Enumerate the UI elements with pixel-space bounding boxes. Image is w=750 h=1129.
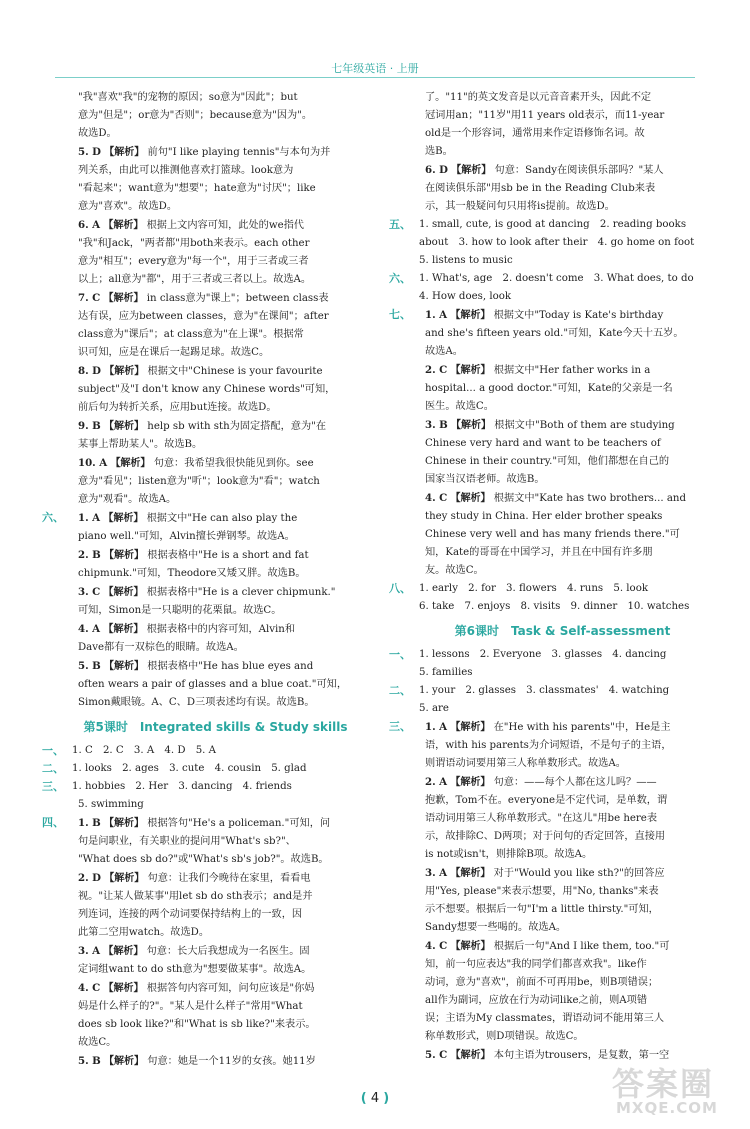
answer-line bbox=[58, 565, 373, 583]
answer-line bbox=[405, 828, 720, 846]
answer-line bbox=[405, 883, 720, 901]
answer-text: 根据文中"Kate has two brothers... and bbox=[493, 493, 686, 504]
answer-line bbox=[405, 343, 720, 361]
analysis-tag: 【解析】 bbox=[450, 941, 491, 952]
answer-line bbox=[389, 718, 720, 737]
answer-text: 列关系，由此可以推测他喜欢打篮球。look意为 bbox=[78, 165, 294, 176]
answer-line bbox=[58, 602, 373, 620]
answer-text: 故选A。 bbox=[425, 346, 463, 357]
question-number: 1. B bbox=[78, 817, 101, 829]
question-number: 1. A bbox=[425, 309, 448, 321]
answer-text: 根据文中"Both of them are studying bbox=[494, 420, 675, 431]
answer-text: 句意：她是一个11岁的女孩。她11岁 bbox=[147, 1056, 316, 1067]
answer-text: 句意：Sandy在阅读俱乐部吗？"某人 bbox=[494, 165, 664, 176]
answer-text: 根据上文内容可知，此处的we指代 bbox=[146, 220, 304, 231]
answer-text: 意为"观看"。故选A。 bbox=[78, 494, 177, 505]
question-number: 5. C bbox=[425, 1049, 448, 1061]
answer-text: 则谓语动词要用第三人称单数形式。故选A。 bbox=[425, 758, 626, 769]
answer-line bbox=[58, 942, 373, 961]
answer-text: hospital... a good doctor."可知，Kate的父亲是一名 bbox=[425, 383, 673, 394]
lesson-title: 第6课时 Task & Self-assessment bbox=[454, 624, 671, 638]
answer-text: 5. families bbox=[419, 667, 473, 678]
analysis-tag: 【解析】 bbox=[104, 421, 145, 432]
answer-text: 列连词，连接的两个动词要保持结构上的一致，因 bbox=[78, 909, 303, 920]
answer-line bbox=[389, 270, 720, 288]
answer-line bbox=[58, 381, 373, 399]
answer-line bbox=[58, 436, 373, 454]
analysis-tag: 【解析】 bbox=[104, 661, 145, 672]
answer-text: is not或isn't，则排除B项。故选A。 bbox=[425, 849, 593, 860]
section-marker: 四、 bbox=[42, 816, 64, 829]
answer-text: 了。"11"的英文发音是以元音音素开头，因此不定 bbox=[425, 92, 652, 103]
section-marker: 三、 bbox=[42, 780, 64, 793]
answer-line bbox=[405, 435, 720, 453]
answer-text: 1. hobbies 2. Her 3. dancing 4. friends bbox=[72, 781, 292, 792]
answer-text: 误；主语为My classmates，谓语动词不能用第三人 bbox=[425, 1013, 665, 1024]
answer-text: 示，故排除C、D两项；对于问句的否定回答，直接用 bbox=[425, 831, 666, 842]
analysis-tag: 【解析】 bbox=[450, 1050, 491, 1061]
question-number: 3. C bbox=[78, 586, 101, 598]
answer-text: 对于"Would you like sth?"的回答应 bbox=[493, 868, 665, 879]
question-number: 3. A bbox=[425, 867, 448, 879]
answer-text: does sb look like?"和"What is sb like?"来表示。 bbox=[78, 1019, 316, 1030]
page-number-bracket-right: ) bbox=[383, 1091, 390, 1106]
answer-text: 语动词用第三人称单数形式。"在这儿"用be here表 bbox=[425, 813, 658, 824]
answer-text: help sb with sth为固定搭配，意为"在 bbox=[147, 421, 327, 432]
question-number: 2. C bbox=[425, 364, 448, 376]
answer-text: 称单数形式，则D项错误。故选C。 bbox=[425, 1031, 584, 1042]
analysis-tag: 【解析】 bbox=[450, 493, 491, 504]
answer-text: 1. looks 2. ages 3. cute 4. cousin 5. glad bbox=[72, 763, 307, 774]
answer-line bbox=[405, 846, 720, 864]
answer-text: "我"喜欢"我"的宠物的原因；so意为"因此"；but bbox=[78, 92, 298, 103]
answer-line bbox=[42, 760, 373, 778]
answer-line bbox=[58, 833, 373, 851]
answer-line bbox=[42, 778, 373, 796]
question-number: 1. A bbox=[78, 512, 101, 524]
answer-text: 5. are bbox=[419, 703, 449, 714]
answer-line bbox=[42, 814, 373, 833]
answer-text: Chinese in their country."可知，他们都想在自己的 bbox=[425, 456, 670, 467]
analysis-tag: 【解析】 bbox=[103, 624, 144, 635]
question-number: 3. A bbox=[78, 945, 101, 957]
analysis-tag: 【解析】 bbox=[103, 983, 144, 994]
section-marker: 六、 bbox=[42, 511, 64, 524]
answer-text: 某事上帮助某人"。故选B。 bbox=[78, 439, 203, 450]
answer-line bbox=[405, 361, 720, 380]
answer-text: 1. What's, age 2. doesn't come 3. What does, to do bbox=[419, 273, 694, 284]
answer-line bbox=[405, 544, 720, 562]
answer-line bbox=[58, 89, 373, 107]
section-marker: 六、 bbox=[389, 272, 411, 285]
answer-line bbox=[58, 125, 373, 143]
answer-text: about 3. how to look after their 4. go home on foot bbox=[419, 237, 695, 248]
analysis-tag: 【解析】 bbox=[103, 220, 144, 231]
lesson-title: 第5课时 Integrated skills & Study skills bbox=[83, 720, 348, 734]
answer-text: 此第二空用watch。故选D。 bbox=[78, 927, 210, 938]
answer-line bbox=[58, 961, 373, 979]
answer-line bbox=[405, 398, 720, 416]
answer-line bbox=[58, 308, 373, 326]
question-number: 2. D bbox=[78, 872, 102, 884]
question-number: 2. B bbox=[78, 549, 101, 561]
answer-line bbox=[58, 906, 373, 924]
answer-line bbox=[405, 471, 720, 489]
answer-line bbox=[389, 682, 720, 700]
answer-text: 句意：——每个人都在这儿吗？—— bbox=[493, 777, 657, 788]
answer-line bbox=[405, 737, 720, 755]
answer-text: 定词组want to do sth意为"想要做某事"。故选A。 bbox=[78, 964, 312, 975]
answer-line bbox=[389, 306, 720, 325]
answer-text: class意为"课后"；at class意为"在上课"。根据常 bbox=[78, 329, 304, 340]
answer-text: 动词，意为"喜欢"，前面不可再用be，则B项错误； bbox=[425, 977, 659, 988]
answer-line bbox=[405, 992, 720, 1010]
question-number: 9. B bbox=[78, 420, 101, 432]
watermark-url: MXQE.COM bbox=[616, 1099, 718, 1117]
answer-text: "What does sb do?"或"What's sb's job?"。故选B。 bbox=[78, 854, 329, 865]
answer-text: 前后句为转折关系，应用but连接。故选D。 bbox=[78, 402, 277, 413]
answer-text: 故选C。 bbox=[78, 1037, 117, 1048]
question-number: 4. C bbox=[425, 940, 448, 952]
answer-line bbox=[405, 489, 720, 508]
answer-text: 知，前一句应表达"我的同学们都喜欢我"。like作 bbox=[425, 959, 647, 970]
answer-text: 本句主语为trousers，是复数，第一空 bbox=[493, 1050, 670, 1061]
analysis-tag: 【解析】 bbox=[450, 310, 491, 321]
answer-line bbox=[405, 1028, 720, 1046]
answer-text: 在"He with his parents"中，He是主 bbox=[493, 722, 671, 733]
answer-text: 意为"但是"；or意为"否则"；because意为"因为"。 bbox=[78, 110, 313, 121]
answer-text: Sandy想要一些喝的。故选A。 bbox=[425, 922, 567, 933]
question-number: 7. C bbox=[78, 292, 101, 304]
answer-text: 冠词用an；"11岁"用11 years old表示，而11-year bbox=[425, 110, 665, 121]
answer-line bbox=[405, 234, 720, 252]
answer-line bbox=[58, 399, 373, 417]
answer-line bbox=[58, 198, 373, 216]
answer-text: 1. small, cute, is good at dancing 2. reading books bbox=[419, 219, 687, 230]
section-marker: 一、 bbox=[42, 744, 64, 757]
question-number: 8. D bbox=[78, 365, 102, 377]
analysis-tag: 【解析】 bbox=[450, 722, 491, 733]
answer-line bbox=[58, 454, 373, 473]
answer-text: 示不想要。根据后一句"I'm a little thirsty."可知， bbox=[425, 904, 659, 915]
analysis-tag: 【解析】 bbox=[103, 587, 144, 598]
answer-line bbox=[405, 252, 720, 270]
answer-text: 根据答句内容可知，问句应该是"你妈 bbox=[146, 983, 315, 994]
answer-text: 示，其一般疑问句只用将is提前。故选D。 bbox=[425, 201, 615, 212]
header-divider bbox=[55, 77, 695, 78]
answer-text: 在阅读俱乐部"用sb be in the Reading Club来表 bbox=[425, 183, 656, 194]
answer-text: old是一个形容词，通常用来作定语修饰名词。故 bbox=[425, 128, 645, 139]
section-marker: 八、 bbox=[389, 582, 411, 595]
section-marker: 七、 bbox=[389, 308, 411, 321]
answer-line bbox=[58, 271, 373, 289]
answer-text: 5. listens to music bbox=[419, 255, 513, 266]
answer-text: 用"Yes, please"来表示想要，用"No, thanks"来表 bbox=[425, 886, 659, 897]
answer-line bbox=[405, 956, 720, 974]
question-number: 5. B bbox=[78, 660, 101, 672]
answer-line bbox=[58, 362, 373, 381]
answer-line bbox=[58, 1052, 373, 1071]
answer-line bbox=[58, 253, 373, 271]
answer-line bbox=[58, 216, 373, 235]
answer-line bbox=[58, 796, 373, 814]
answer-text: 根据文中"Chinese is your favourite bbox=[147, 366, 323, 377]
answer-text: 识可知，应是在课后一起踢足球。故选C。 bbox=[78, 347, 270, 358]
analysis-tag: 【解析】 bbox=[450, 777, 491, 788]
left-column bbox=[42, 89, 373, 1071]
answer-line bbox=[58, 869, 373, 888]
answer-line bbox=[58, 235, 373, 253]
answer-line bbox=[405, 89, 720, 107]
answer-line bbox=[58, 851, 373, 869]
answer-line bbox=[405, 125, 720, 143]
answer-text: 1. C 2. C 3. A 4. D 5. A bbox=[72, 745, 217, 756]
question-number: 1. A bbox=[425, 721, 448, 733]
question-number: 4. A bbox=[78, 623, 101, 635]
answer-line bbox=[58, 344, 373, 362]
question-number: 10. A bbox=[78, 457, 108, 469]
answer-line bbox=[405, 107, 720, 125]
answer-text: 句意：长大后我想成为一名医生。固 bbox=[146, 946, 310, 957]
answer-line bbox=[58, 162, 373, 180]
answer-line bbox=[58, 657, 373, 676]
answer-text: 根据表格中"He has blue eyes and bbox=[147, 661, 314, 672]
question-number: 6. D bbox=[425, 164, 449, 176]
answer-line bbox=[405, 937, 720, 956]
analysis-tag: 【解析】 bbox=[450, 868, 491, 879]
answer-text: 选B。 bbox=[425, 146, 453, 157]
answer-line bbox=[405, 288, 720, 306]
answer-line bbox=[405, 598, 720, 616]
answer-text: chipmunk."可知，Theodore又矮又胖。故选B。 bbox=[78, 568, 306, 579]
answer-text: Dave都有一双棕色的眼睛。故选A。 bbox=[78, 642, 244, 653]
answer-line bbox=[405, 792, 720, 810]
answer-line bbox=[58, 473, 373, 491]
answer-line bbox=[405, 773, 720, 792]
answer-text: 国家当汉语老师。故选B。 bbox=[425, 474, 545, 485]
answer-line bbox=[389, 580, 720, 598]
question-number: 5. D bbox=[78, 146, 102, 158]
answer-line bbox=[405, 901, 720, 919]
answer-line bbox=[58, 888, 373, 906]
answer-line bbox=[405, 380, 720, 398]
answer-text: 根据表格中"He is a short and fat bbox=[147, 550, 309, 561]
analysis-tag: 【解析】 bbox=[104, 818, 145, 829]
answer-text: 根据文中"Her father works in a bbox=[493, 365, 651, 376]
answer-line bbox=[58, 979, 373, 998]
watermark-logo bbox=[586, 1059, 736, 1123]
answer-text: 医生。故选C。 bbox=[425, 401, 494, 412]
answer-text: 句意：让我们今晚待在家里，看看电 bbox=[147, 873, 311, 884]
page-number-bracket-left: ( bbox=[360, 1091, 367, 1106]
answer-line bbox=[389, 216, 720, 234]
analysis-tag: 【解析】 bbox=[104, 873, 145, 884]
analysis-tag: 【解析】 bbox=[451, 420, 492, 431]
answer-text: 意为"看见"；listen意为"听"；look意为"看"；watch bbox=[78, 476, 320, 487]
question-number: 2. A bbox=[425, 776, 448, 788]
answer-text: 知，Kate的哥哥在中国学习，并且在中国有许多朋 bbox=[425, 547, 653, 558]
answer-line bbox=[58, 289, 373, 308]
question-number: 5. B bbox=[78, 1055, 101, 1067]
answer-text: 语，with his parents为介词短语，不是句子的主语， bbox=[425, 740, 672, 751]
section-marker: 三、 bbox=[389, 720, 411, 733]
answer-text: 抱歉，Tom不在。everyone是不定代词，是单数，谓 bbox=[425, 795, 668, 806]
right-column bbox=[389, 89, 720, 1065]
analysis-tag: 【解析】 bbox=[104, 147, 145, 158]
answer-text: 1. lessons 2. Everyone 3. glasses 4. dancing bbox=[419, 649, 667, 660]
answer-text: Simon戴眼镜。A、C、D三项表述均有误。故选B。 bbox=[78, 697, 315, 708]
analysis-tag: 【解析】 bbox=[450, 365, 491, 376]
answer-line bbox=[389, 646, 720, 664]
answer-text: 友。故选C。 bbox=[425, 565, 484, 576]
answer-line bbox=[42, 509, 373, 528]
answer-text: piano well."可知，Alvin擅长弹钢琴。故选A。 bbox=[78, 531, 295, 542]
answer-line bbox=[58, 620, 373, 639]
answer-line bbox=[58, 639, 373, 657]
answer-line bbox=[58, 998, 373, 1016]
answer-line bbox=[405, 700, 720, 718]
answer-text: 4. How does, look bbox=[419, 291, 512, 302]
section-marker: 五、 bbox=[389, 218, 411, 231]
answer-line bbox=[58, 694, 373, 712]
answer-text: 根据文中"Today is Kate's birthday bbox=[493, 310, 664, 321]
question-number: 4. C bbox=[425, 492, 448, 504]
answer-text: 1. your 2. glasses 3. classmates' 4. watching bbox=[419, 685, 670, 696]
answer-line bbox=[58, 180, 373, 198]
answer-text: 根据答句"He's a policeman."可知，问 bbox=[147, 818, 331, 829]
analysis-tag: 【解析】 bbox=[104, 550, 145, 561]
watermark-text: 答案圈 bbox=[612, 1065, 715, 1103]
answer-line bbox=[58, 417, 373, 436]
answer-text: 意为"喜欢"。故选D。 bbox=[78, 201, 178, 212]
answer-text: "看起来"；want意为"想要"；hate意为"讨厌"；like bbox=[78, 183, 316, 194]
answer-text: 5. swimming bbox=[78, 799, 144, 810]
answer-text: 句意：我希望我很快能见到你。see bbox=[153, 458, 314, 469]
answer-text: 达有误，应为between classes，意为"在课间"；after bbox=[78, 311, 329, 322]
question-number: 4. C bbox=[78, 982, 101, 994]
answer-text: 以上；all意为"都"，用于三者或三者以上。故选A。 bbox=[78, 274, 312, 285]
answer-text: Chinese very hard and want to be teachers of bbox=[425, 438, 661, 449]
answer-line bbox=[405, 416, 720, 435]
answer-text: 6. take 7. enjoys 8. visits 9. dinner 10. watches bbox=[419, 601, 690, 612]
answer-text: 视。"让某人做某事"用let sb do sth表示；and是并 bbox=[78, 891, 313, 902]
analysis-tag: 【解析】 bbox=[103, 293, 144, 304]
answer-text: 句是问职业，有关职业的提问用"What's sb?"、 bbox=[78, 836, 296, 847]
answer-text: all作为副词，应放在行为动词like之前，则A项错 bbox=[425, 995, 648, 1006]
answer-line bbox=[58, 528, 373, 546]
answer-line bbox=[58, 326, 373, 344]
answer-text: 可知，Simon是一只聪明的花栗鼠。故选C。 bbox=[78, 605, 282, 616]
answer-text: and she's fifteen years old."可知，Kate今天十五岁。 bbox=[425, 328, 684, 339]
answer-line bbox=[58, 924, 373, 942]
answer-line bbox=[58, 546, 373, 565]
section-marker: 二、 bbox=[389, 684, 411, 697]
answer-text: they study in China. Her elder brother speaks bbox=[425, 511, 663, 522]
answer-line bbox=[405, 664, 720, 682]
answer-line bbox=[58, 676, 373, 694]
answer-line bbox=[405, 180, 720, 198]
answer-text: 根据表格中的内容可知，Alvin和 bbox=[146, 624, 296, 635]
answer-text: 前句"I like playing tennis"与本句为并 bbox=[147, 147, 331, 158]
answer-line bbox=[58, 143, 373, 162]
answer-line bbox=[405, 864, 720, 883]
answer-line bbox=[58, 107, 373, 125]
answer-line bbox=[405, 919, 720, 937]
answer-line bbox=[405, 526, 720, 544]
answer-text: in class意为"课上"；between class表 bbox=[146, 293, 329, 304]
answer-text: often wears a pair of glasses and a blue coat."可知， bbox=[78, 679, 348, 690]
answer-line bbox=[405, 810, 720, 828]
analysis-tag: 【解析】 bbox=[104, 1056, 145, 1067]
answer-text: 意为"相互"；every意为"每一个"，用于三者或三者 bbox=[78, 256, 309, 267]
analysis-tag: 【解析】 bbox=[104, 366, 145, 377]
answer-text: 根据表格中"He is a clever chipmunk." bbox=[146, 587, 336, 598]
answer-line bbox=[405, 508, 720, 526]
answer-line bbox=[405, 325, 720, 343]
question-number: 3. B bbox=[425, 419, 448, 431]
answer-line bbox=[405, 974, 720, 992]
answer-line bbox=[405, 161, 720, 180]
section-marker: 一、 bbox=[389, 648, 411, 661]
answer-line bbox=[405, 562, 720, 580]
answer-text: "我"和Jack，"两者都"用both来表示。each other bbox=[78, 238, 310, 249]
analysis-tag: 【解析】 bbox=[110, 458, 151, 469]
section-marker: 二、 bbox=[42, 762, 64, 775]
answer-text: 故选D。 bbox=[78, 128, 117, 139]
answer-text: 妈是什么样子的?"。"某人是什么样子"常用"What bbox=[78, 1001, 303, 1012]
answer-text: subject"及"I don't know any Chinese words"可知， bbox=[78, 384, 336, 395]
answer-text: Chinese very well and has many friends there."可 bbox=[425, 529, 680, 540]
answer-text: 根据后一句"And I like them, too."可 bbox=[493, 941, 670, 952]
question-number: 6. A bbox=[78, 219, 101, 231]
answer-line bbox=[58, 583, 373, 602]
answer-line bbox=[405, 198, 720, 216]
answer-line bbox=[42, 742, 373, 760]
analysis-tag: 【解析】 bbox=[103, 946, 144, 957]
answer-line bbox=[405, 453, 720, 471]
page-header: 七年级英语 · 上册 bbox=[331, 62, 419, 75]
answer-text: 根据文中"He can also play the bbox=[146, 513, 298, 524]
answer-line bbox=[58, 1016, 373, 1034]
answer-line bbox=[58, 1034, 373, 1052]
answer-text: 1. early 2. for 3. flowers 4. runs 5. look bbox=[419, 583, 648, 594]
page-number-value: 4 bbox=[370, 1091, 380, 1106]
answer-line bbox=[405, 755, 720, 773]
analysis-tag: 【解析】 bbox=[103, 513, 144, 524]
analysis-tag: 【解析】 bbox=[451, 165, 492, 176]
answer-line bbox=[405, 1010, 720, 1028]
answer-line bbox=[58, 491, 373, 509]
answer-line bbox=[405, 143, 720, 161]
